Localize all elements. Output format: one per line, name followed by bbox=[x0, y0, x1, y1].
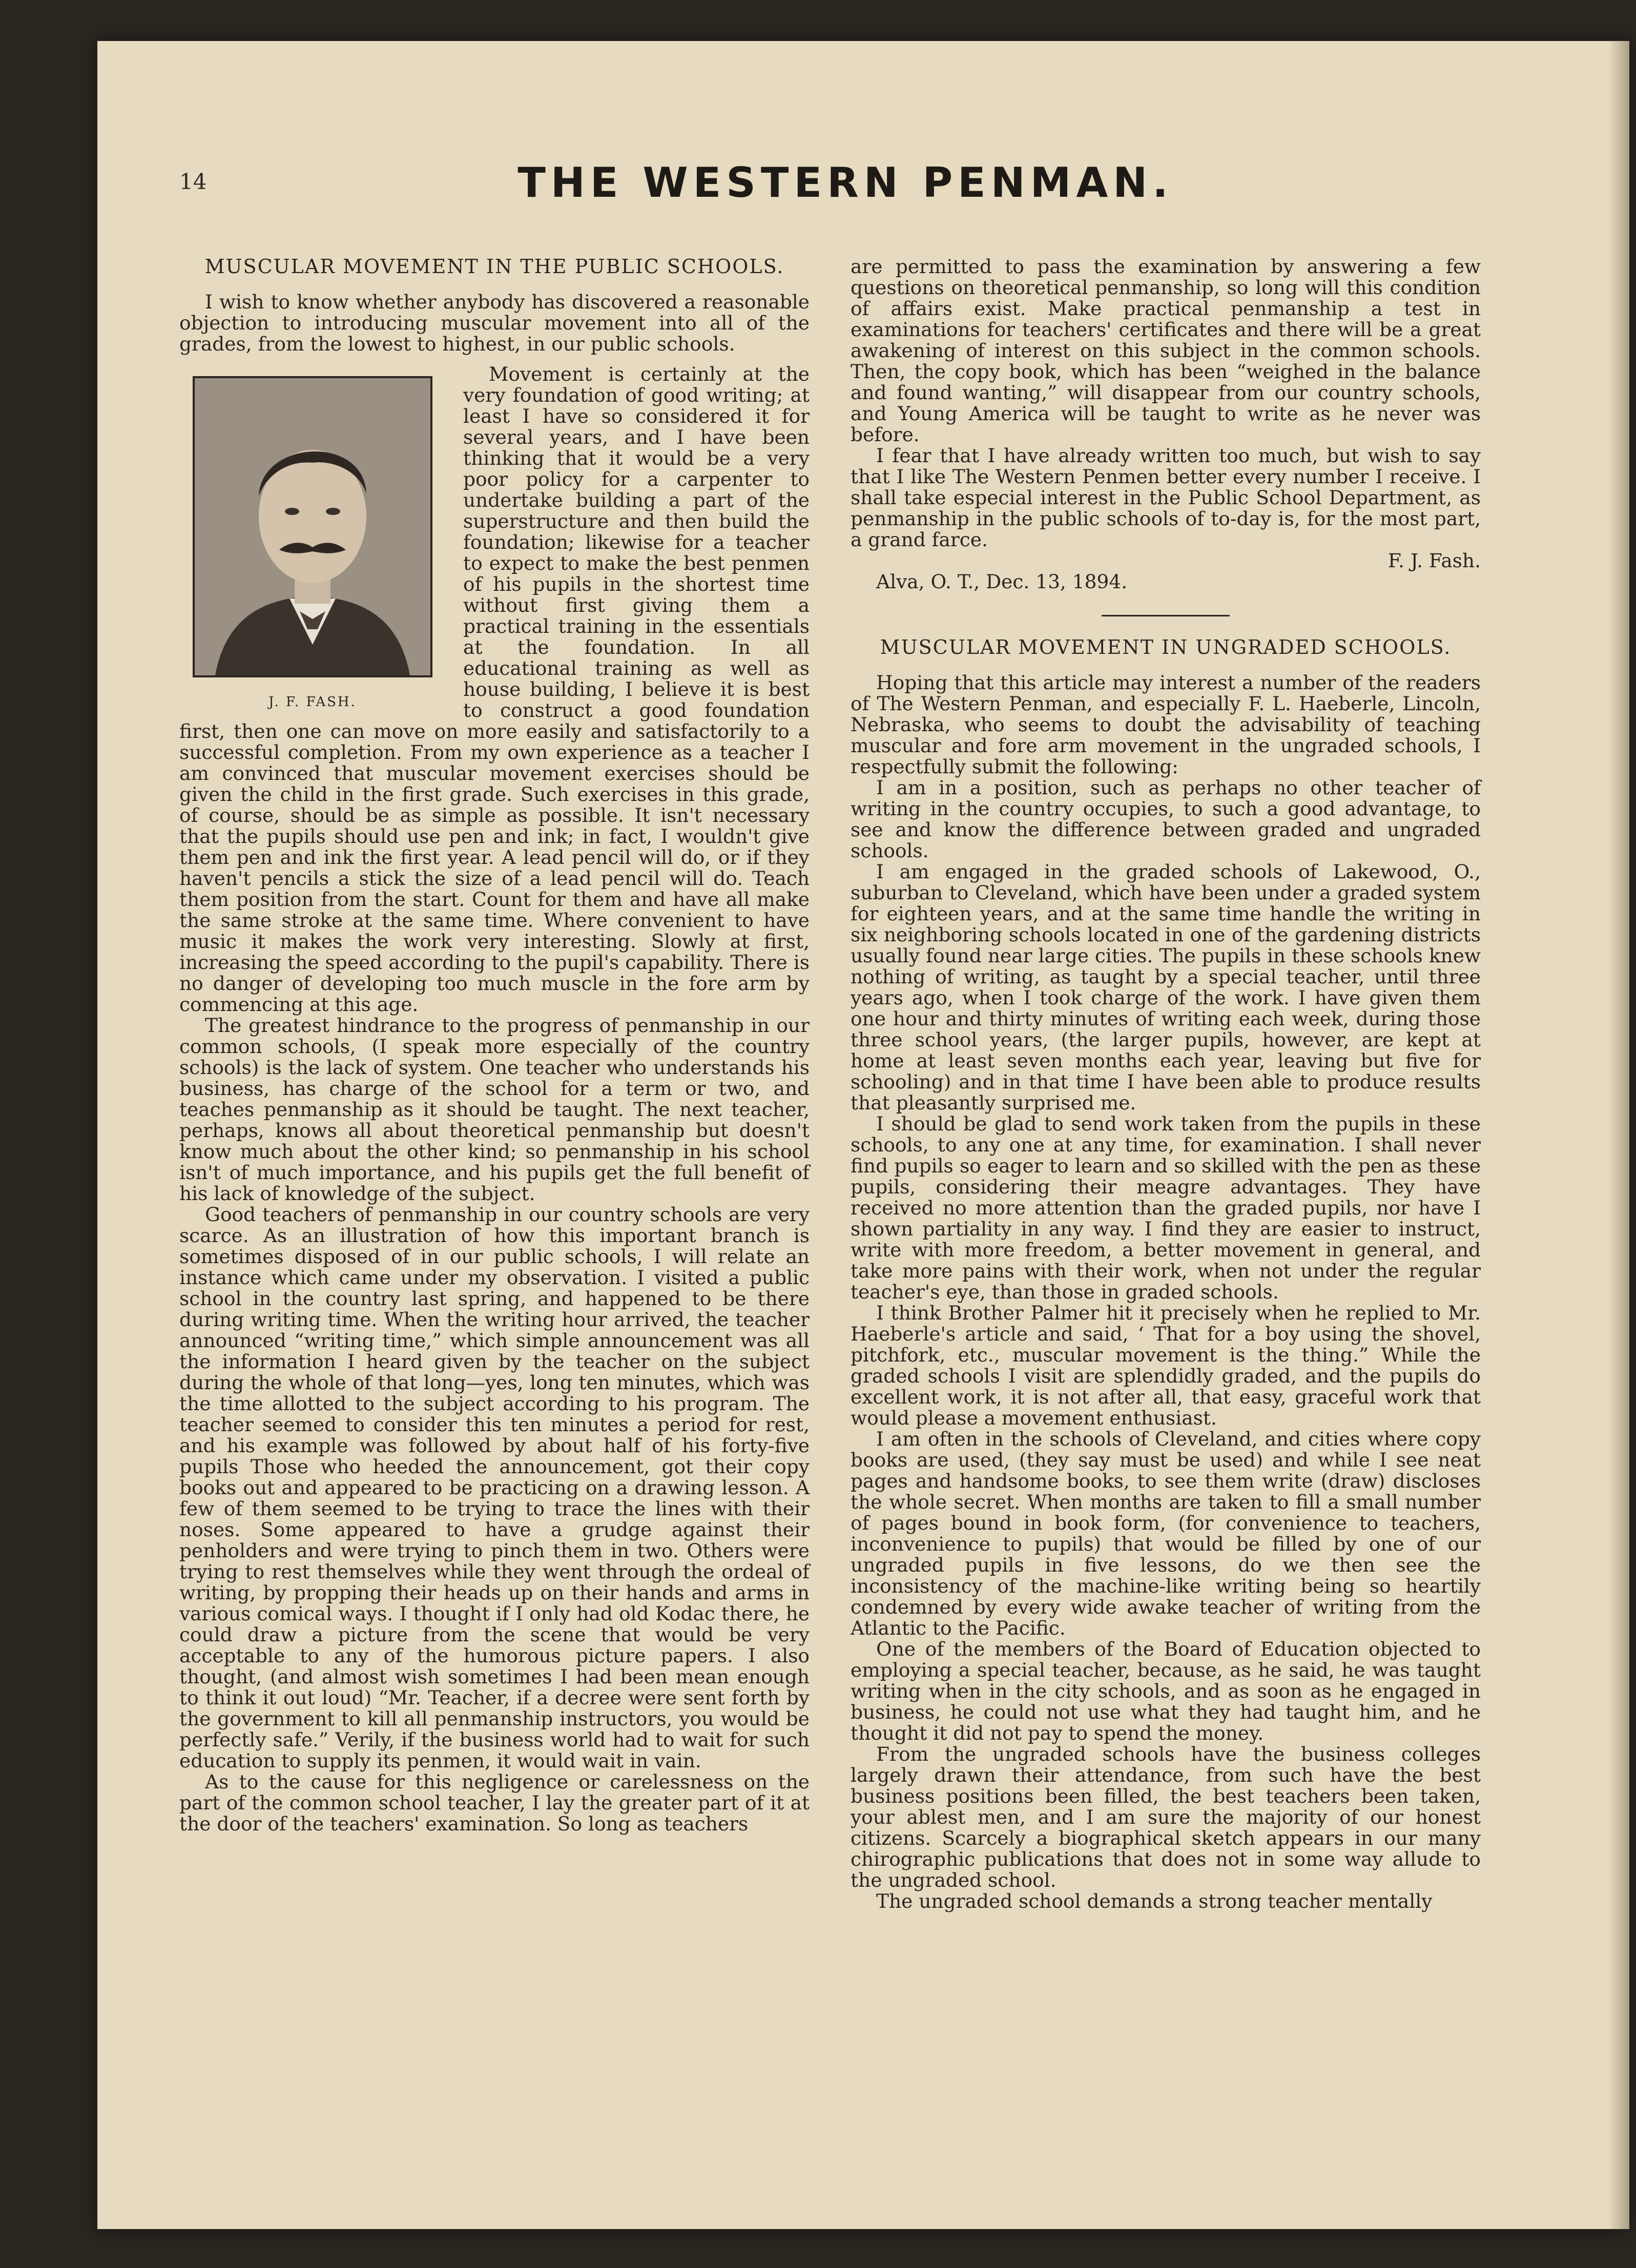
portrait-photo bbox=[193, 376, 432, 677]
article2-paragraph-2: I am in a position, such as perhaps no other teacher of writing in the country occupies, to such a good advantage, to see and know the difference between graded and ungraded schools. bbox=[851, 776, 1481, 862]
page-spine-shadow bbox=[1609, 41, 1629, 2229]
article1-paragraph-3: The greatest hindrance to the progress of penmanship in our common schools, (I speak more especially of the country schools) is the lack of system. One teacher who understands his business, has charge of the school for a term or two, and teaches penmanship as it should be taught. The next teacher, perhaps, knows all about theoretical penmanship but doesn't know much about the other kind; so penmanship in his school isn't of much importance, and his pupils get the full benefit of his lack of knowledge of the subject. bbox=[179, 1014, 810, 1205]
article2-paragraph-6: I am often in the schools of Cleveland, and cities where copy books are used, (they say must be used) and while I see neat pages and handsome books, to see them write (draw) discloses the whole secret. When months are taken to fill a small number of pages bound in book form, (for convenience to teachers, inconvenience to pupils) that would be filled by one of our ungraded pupils in five lessons, do we then see the inconsistency of the machine-like writing being so heartily condemned by every wide awake teacher of writing from the Atlantic to the Pacific. bbox=[851, 1428, 1481, 1639]
article1-signature: F. J. Fash. bbox=[1388, 549, 1481, 572]
article1-paragraph-5: As to the cause for this negligence or carelessness on the part of the common school teacher, I lay the greater part of it at the door of the teachers' examination. So long as teachers bbox=[179, 1770, 810, 1835]
right-column bbox=[851, 256, 1481, 1912]
article1-paragraph-4: Good teachers of penmanship in our country schools are very scarce. As an illustration of how this important branch is sometimes disposed of in our public schools, I will relate an instance which came under my observation. I visited a public school in the country last spring, and happened to be there during writing time. When the writing hour arrived, the teacher announced “writing time,” which simple announcement was all the information I heard given by the teacher on the subject during the whole of that long—yes, long ten minutes, which was the time allotted to the subject according to his program. The teacher seemed to consider this ten minutes a period for rest, and his example was followed by about half of his forty-five pupils Those who heeded the announcement, got their copy books out and appeared to be practicing on a drawing lesson. A few of them seemed to be trying to trace the lines with their noses. Some appeared to have a grudge against their penholders and were trying to pinch them in two. Others were trying to rest themselves while they went through the ordeal of writing, by propping their heads up on their hands and arms in various comical ways. I thought if I only had old Kodac there, he could draw a picture from the scene that would be very acceptable to any of the humorous picture papers. I also thought, (and almost wish sometimes I had been mean enough to think it out loud) “Mr. Teacher, if a decree were sent forth by the government to kill all penmanship instructors, you would be perfectly safe.” Verily, if the business world had to wait for such education to supply its penmen, it would wait in vain. bbox=[179, 1203, 810, 1772]
article1-intro: I wish to know whether anybody has discovered a reasonable objection to introducing muscular movement into all of the grades, from the lowest to highest, in our public schools. bbox=[179, 291, 810, 355]
portrait-illustration bbox=[195, 378, 430, 675]
article2-paragraph-5: I think Brother Palmer hit it precisely when he replied to Mr. Haeberle's article and said, ‘ That for a boy using the shovel, pitchfork, etc., muscular movement is the thing.” While the graded schools I visit are splendidly graded, and the pupils do excellent work, it is not after all, that easy, graceful work that would please a movement enthusiast. bbox=[851, 1302, 1481, 1429]
article2-paragraph-8: From the ungraded schools have the business colleges largely drawn their attendance, from such have the best business positions been filled, the best teachers been taken, your ablest men, and I am sure the majority of our honest citizens. Scarcely a biographical sketch appears in our many chirographic publications that does not in some way allude to the ungraded school. bbox=[851, 1743, 1481, 1891]
masthead-title: THE WESTERN PENMAN. bbox=[517, 159, 1173, 207]
magazine-page bbox=[97, 41, 1629, 2229]
article2-paragraph-7: One of the members of the Board of Education objected to employing a special teacher, because, as he said, he was taught writing when in the city schools, and as soon as he engaged in business, he could not use what they had taught him, and he thought it did not pay to spend the money. bbox=[851, 1638, 1481, 1744]
portrait-caption: J. F. FASH. bbox=[268, 694, 357, 710]
article2-paragraph-4: I should be glad to send work taken from the pupils in these schools, to any one at any time, for examination. I shall never find pupils so eager to learn and so skilled with the pen as these pupils, considering their meagre advantages. They have received no more attention than the graded pupils, nor have I shown partiality in any way. I find they are easier to instruct, write with more freedom, a better movement in general, and take more pains with their work, when not under the regular teacher's eye, than those in graded schools. bbox=[851, 1112, 1481, 1303]
article2-title: MUSCULAR MOVEMENT IN UNGRADED SCHOOLS. bbox=[880, 636, 1452, 658]
article1-paragraph-5-continued: are permitted to pass the examination by answering a few questions on theoretical penmanship, so long will this condition of affairs exist. Make practical penmanship a test in examinations for teachers' certificates and there will be a great awakening of interest on this subject in the common schools. Then, the copy book, which has been “weighed in the balance and found wanting,” will disappear from our country schools, and Young America will be taught to write as he never was before. bbox=[851, 255, 1481, 446]
article1-title: MUSCULAR MOVEMENT IN THE PUBLIC SCHOOLS. bbox=[204, 255, 784, 278]
article1-paragraph-2: Movement is certainly at the very foundation of good writing; at least I have so considered it for several years, and I have been thinking that it would be a very poor policy for a carpenter to undertake building a part of the superstructure and then build the foundation; likewise for a teacher to expect to make the best penmen of his pupils in the shortest time without first giving them a practical training in the essentials at the foundation. In all educational training as well as house building, I believe it is best to construct a good foundation first, then one can move on more easily and satisfactorily to a successful completion. From my own experience as a teacher I am convinced that muscular movement exercises should be given the child in the first grade. Such exercises in this grade, of course, should be as simple as possible. It isn't necessary that the pupils should use pen and ink; in fact, I wouldn't give them pen and ink the first year. A lead pencil will do, or if they haven't pencils a stick the size of a lead pencil will do. Teach them position from the start. Count for them and have all make the same stroke at the same time. Where convenient to have music it makes the work very interesting. Slowly at first, increasing the speed according to the pupil's capability. There is no danger of developing too much muscle in the fore arm by commencing at this age. bbox=[179, 363, 810, 1016]
section-divider bbox=[1102, 615, 1230, 616]
article2-paragraph-3: I am engaged in the graded schools of Lakewood, O., suburban to Cleveland, which have been under a graded system for eighteen years, and at the same time handle the writing in six neighboring schools located in one of the gardening districts usually found near large cities. The pupils in these schools knew nothing of writing, as taught by a special teacher, until three years ago, when I took charge of the work. I have given them one hour and thirty minutes of writing each week, during those three school years, (the larger pupils, however, are kept at home at least seven months each year, leaving but five for schooling) and in that time I have been able to produce results that pleasantly surprised me. bbox=[851, 860, 1481, 1114]
portrait-figure bbox=[179, 376, 446, 713]
page-number: 14 bbox=[179, 169, 207, 194]
article2-paragraph-9: The ungraded school demands a strong teacher mentally bbox=[876, 1890, 1433, 1912]
article2-paragraph-1: Hoping that this article may interest a number of the readers of The Western Penman, and especially F. L. Haeberle, Lincoln, Nebraska, who seems to doubt the advisability of teaching muscular and fore arm movement in the ungraded schools, I respectfully submit the following: bbox=[851, 671, 1481, 778]
article1-dateline: Alva, O. T., Dec. 13, 1894. bbox=[876, 570, 1128, 593]
left-column bbox=[179, 256, 810, 1834]
page-header bbox=[179, 159, 1511, 220]
article1-paragraph-6: I fear that I have already written too much, but wish to say that I like The Western Penmen better every number I receive. I shall take especial interest in the Public School Department, as penmanship in the public schools of to-day is, for the most part, a grand farce. bbox=[851, 444, 1481, 551]
